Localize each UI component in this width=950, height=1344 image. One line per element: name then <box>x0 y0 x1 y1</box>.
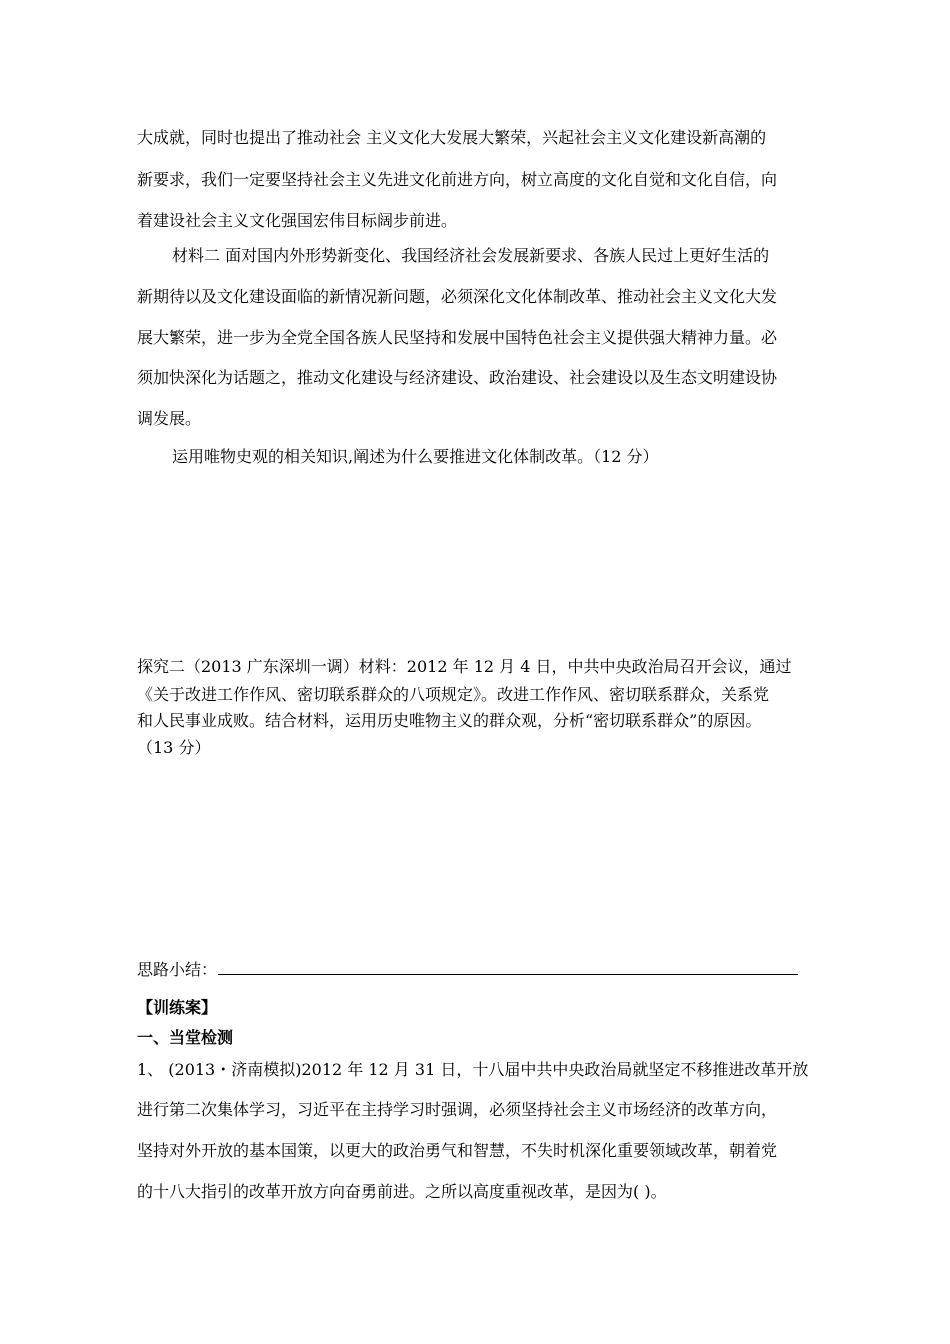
material-two-line-3: 展大繁荣，进一步为全党全国各族人民坚持和发展中国特色社会主义提供强大精神力量。必 <box>137 328 778 347</box>
material-two-line-5: 调发展。 <box>137 409 202 428</box>
summary-label: 思路小结： <box>137 960 218 979</box>
material-one-line-1: 大成就，同时也提出了推动社会 主义文化大发展大繁荣，兴起社会主义文化建设新高潮的 <box>137 128 767 147</box>
explore-two-line-3: 和人民事业成败。结合材料，运用历史唯物主义的群众观，分析“密切联系群众”的原因。 <box>137 711 762 730</box>
section-one-heading: 一、当堂检测 <box>137 1028 234 1047</box>
question-1-line-4: 的十八大指引的改革开放方向奋勇前进。之所以高度重视改革，是因为( )。 <box>137 1182 667 1201</box>
explore-two-line-1: 探究二（2013 广东深圳一调）材料：2012 年 12 月 4 日，中共中央政治局召开会议，通过 <box>137 657 792 676</box>
question-1-line-2: 进行第二次集体学习，习近平在主持学习时强调，必须坚持社会主义市场经济的改革方向， <box>137 1100 778 1119</box>
training-heading: 【训练案】 <box>137 998 218 1017</box>
question-one: 运用唯物史观的相关知识,阐述为什么要推进文化体制改革。（12 分） <box>172 447 659 466</box>
explore-two-line-4: （13 分） <box>137 738 211 757</box>
question-1-line-3: 坚持对外开放的基本国策，以更大的政治勇气和智慧，不失时机深化重要领域改革，朝着党 <box>137 1141 778 1160</box>
material-one-line-3: 着建设社会主义文化强国宏伟目标阔步前进。 <box>137 211 458 230</box>
summary-answer-line[interactable] <box>218 974 798 975</box>
material-two-line-2: 新期待以及文化建设面临的新情况新问题，必须深化文化体制改革、推动社会主义文化大发 <box>137 287 778 306</box>
explore-two-line-2: 《关于改进工作作风、密切联系群众的八项规定》。改进工作作风、密切联系群众，关系党 <box>137 685 770 704</box>
question-1-line-1: 1、 (2013・济南模拟)2012 年 12 月 31 日，十八届中共中央政治局就坚定不移推进改革开放 <box>137 1060 809 1079</box>
material-two-line-1: 材料二 面对国内外形势新变化、我国经济社会发展新要求、各族人民过上更好生活的 <box>172 246 770 265</box>
material-one-line-2: 新要求，我们一定要坚持社会主义先进文化前进方向，树立高度的文化自觉和文化自信，向 <box>137 170 778 189</box>
material-two-line-4: 须加快深化为话题之，推动文化建设与经济建设、政治建设、社会建设以及生态文明建设协 <box>137 368 778 387</box>
